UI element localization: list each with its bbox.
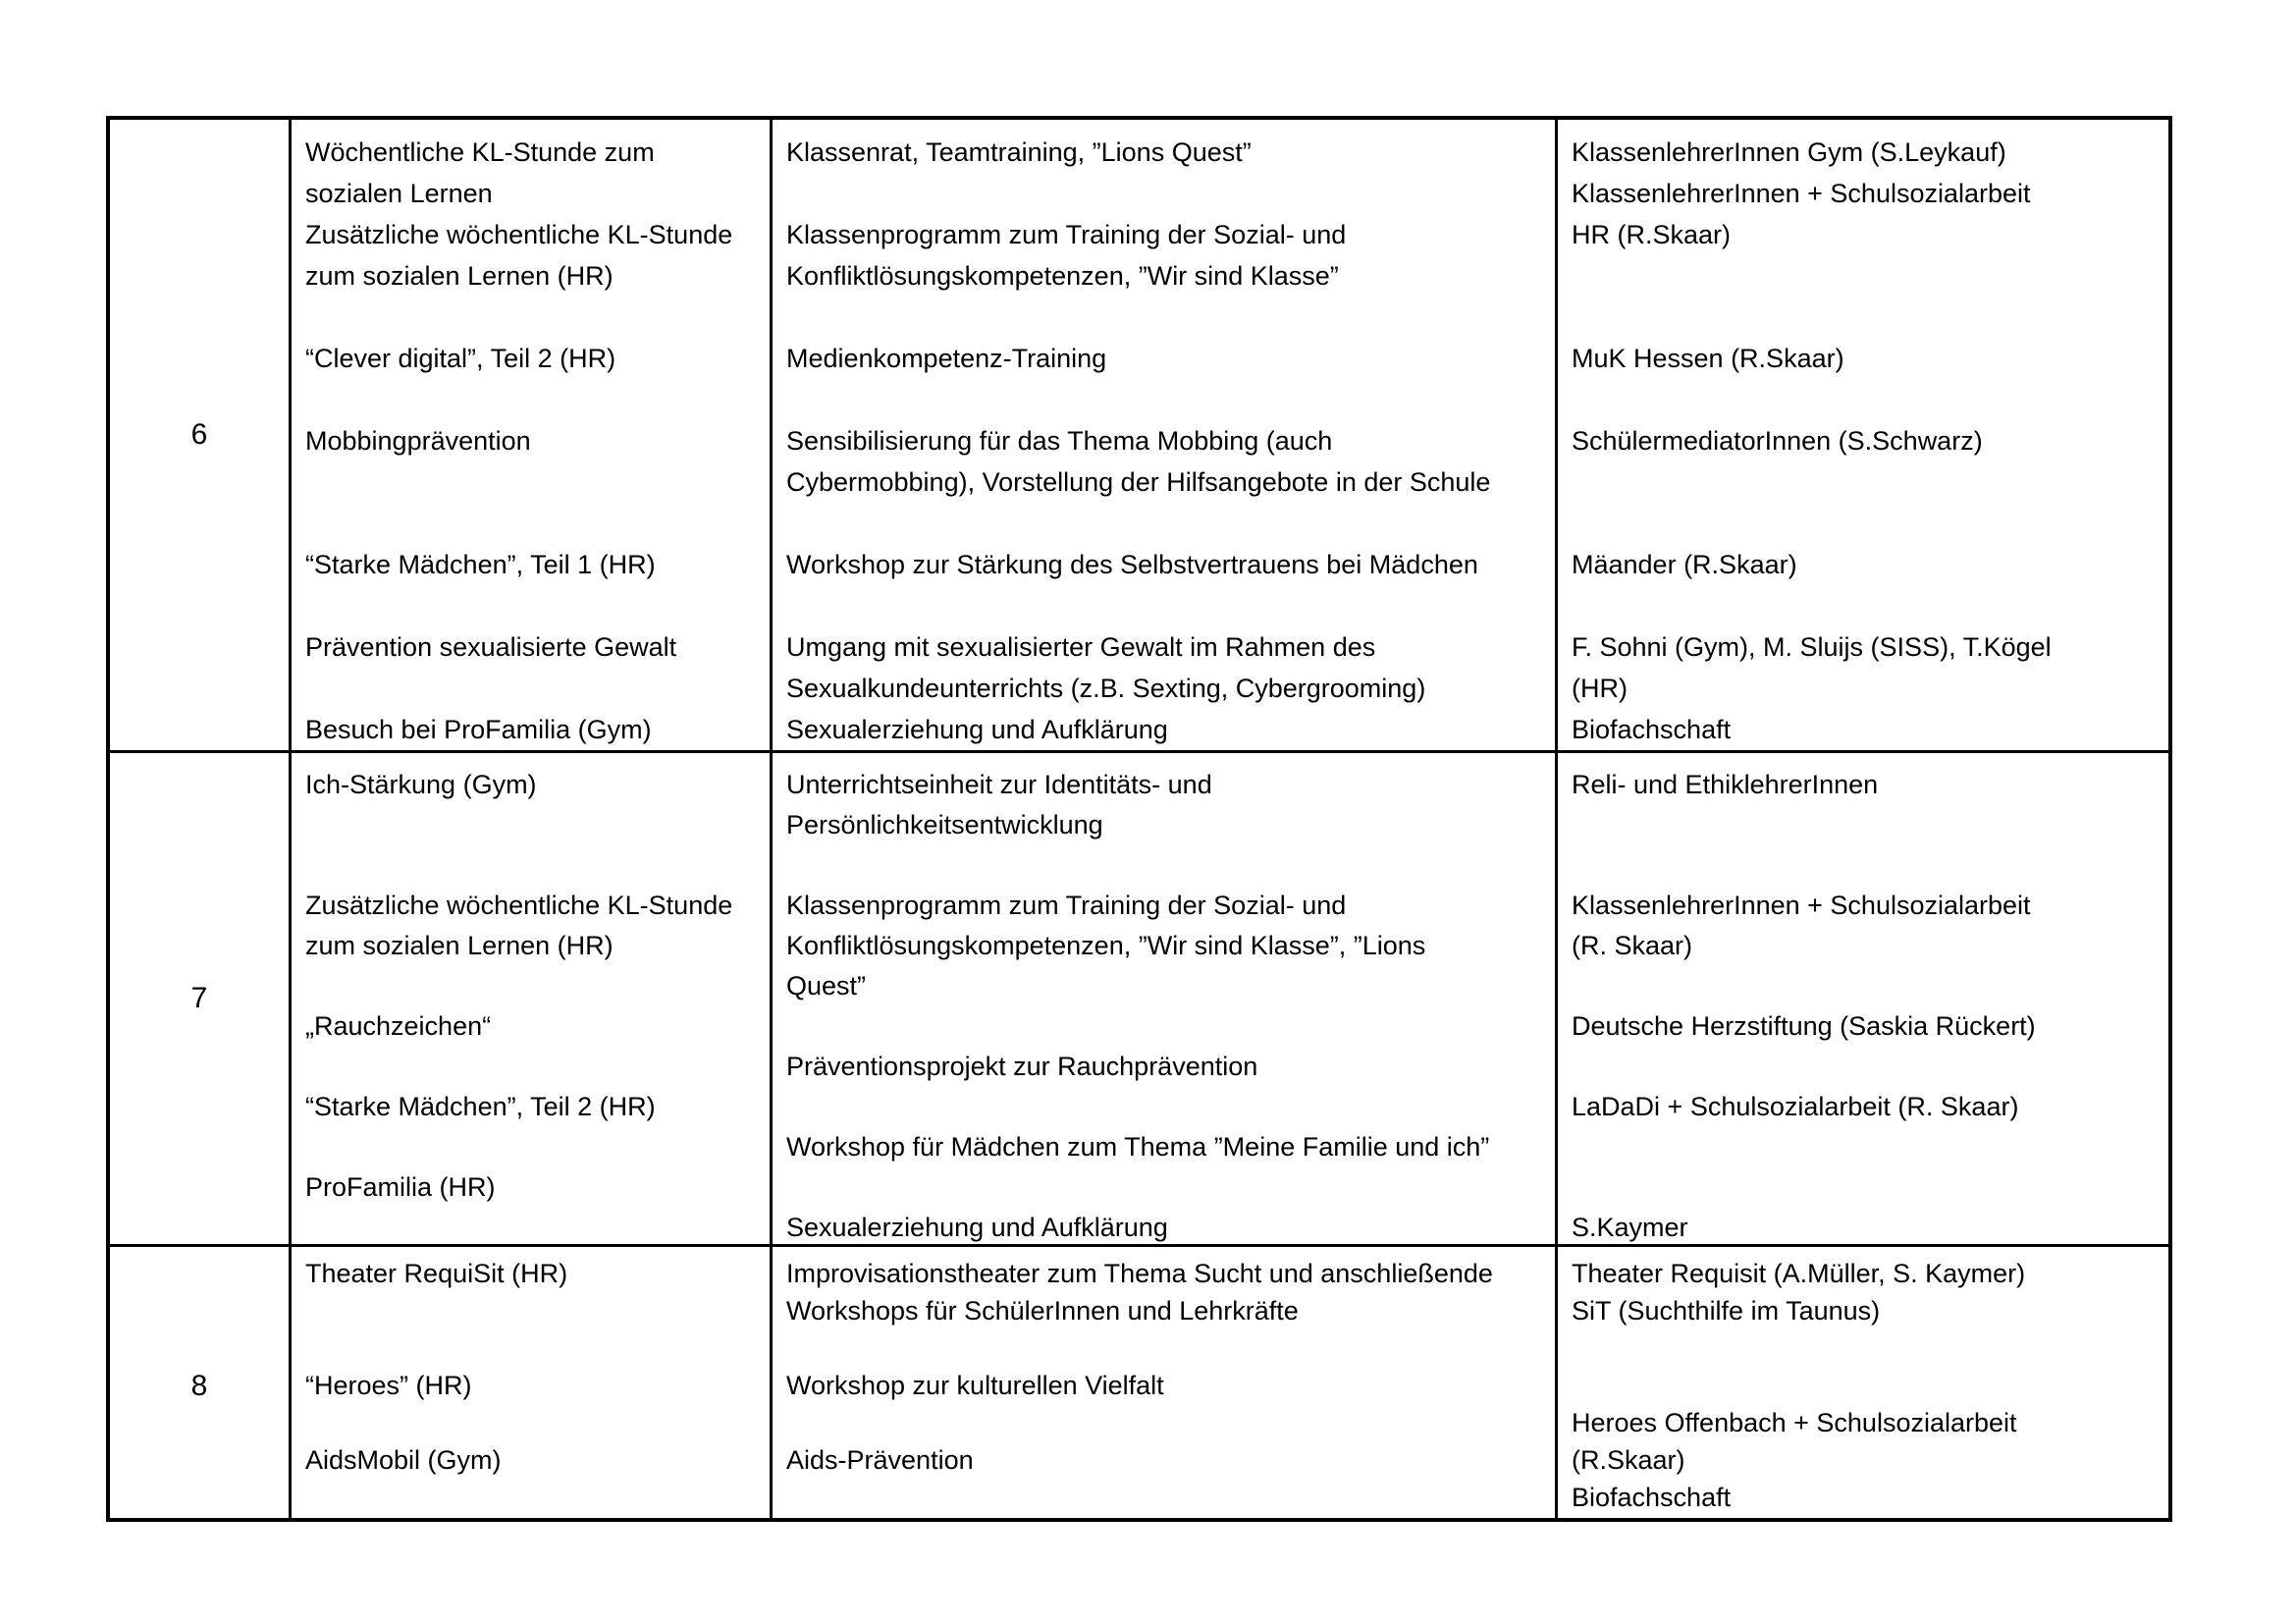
text-line: “Heroes” (HR) <box>305 1371 472 1400</box>
text-line <box>305 668 760 709</box>
text-line <box>305 845 760 886</box>
text-line: zum sozialen Lernen (HR) <box>305 931 614 960</box>
text-line: (R.Skaar) <box>1572 1445 1685 1475</box>
text-line: KlassenlehrerInnen + Schulsozialarbeit <box>1572 179 2031 208</box>
text-line: Umgang mit sexualisierter Gewalt im Rahmen des <box>786 632 1376 662</box>
grade-7-descriptions-cell <box>773 753 1558 1247</box>
text-line: „Rauchzeichen“ <box>305 1011 492 1041</box>
text-line: S.Kaymer <box>1572 1213 1688 1242</box>
grade-6-descriptions-cell <box>773 120 1558 753</box>
text-line: SiT (Suchthilfe im Taunus) <box>1572 1296 1881 1326</box>
grade-8-programs-cell <box>292 1247 773 1518</box>
text-line: Aids-Prävention <box>786 1445 974 1475</box>
text-line: Theater RequiSit (HR) <box>305 1259 568 1288</box>
text-line: Heroes Offenbach + Schulsozialarbeit <box>1572 1408 2017 1437</box>
text-line <box>786 1479 1545 1516</box>
text-line <box>1572 1329 2159 1367</box>
text-line: KlassenlehrerInnen + Schulsozialarbeit <box>1572 891 2031 920</box>
text-line: Wöchentliche KL-Stunde zum <box>305 137 655 167</box>
text-line <box>305 1127 760 1167</box>
text-line <box>1572 1047 2159 1087</box>
text-line <box>786 1404 1545 1441</box>
text-line <box>1572 379 2159 420</box>
grade-8-cell <box>110 1247 292 1518</box>
text-line: Workshop zur Stärkung des Selbstvertrauens bei Mädchen <box>786 550 1478 579</box>
grade-7-cell <box>110 753 292 1247</box>
text-line: “Starke Mädchen”, Teil 2 (HR) <box>305 1092 656 1121</box>
text-line <box>305 297 760 338</box>
prevention-programs-table <box>106 116 2172 1522</box>
text-line <box>305 585 760 626</box>
text-line: Theater Requisit (A.Müller, S. Kaymer) <box>1572 1259 2026 1288</box>
grade-7-programs-cell <box>292 753 773 1247</box>
text-line: Medienkompetenz-Training <box>786 344 1107 373</box>
text-line <box>305 1047 760 1087</box>
text-line: Mäander (R.Skaar) <box>1572 550 1797 579</box>
text-line <box>1572 1167 2159 1208</box>
text-line <box>786 845 1545 886</box>
text-line <box>1572 1367 2159 1404</box>
text-line: zum sozialen Lernen (HR) <box>305 261 614 291</box>
text-line <box>305 379 760 420</box>
grade-8-label: 8 <box>190 1370 208 1402</box>
text-line <box>305 805 760 845</box>
text-line: Präventionsprojekt zur Rauchprävention <box>786 1052 1258 1081</box>
text-line <box>786 173 1545 214</box>
text-line: (R. Skaar) <box>1572 931 1693 960</box>
text-line <box>786 1006 1545 1047</box>
text-line: Sexualerziehung und Aufklärung <box>786 715 1168 744</box>
text-line: Besuch bei ProFamilia (Gym) <box>305 715 652 744</box>
text-line <box>1572 255 2159 297</box>
text-line <box>305 1329 760 1367</box>
grade-6-programs-cell <box>292 120 773 753</box>
text-line: sozialen Lernen <box>305 179 493 208</box>
text-line: Sexualkundeunterrichts (z.B. Sexting, Cybergrooming) <box>786 674 1426 703</box>
text-line: AidsMobil (Gym) <box>305 1445 502 1475</box>
text-line: Improvisationstheater zum Thema Sucht und anschließende <box>786 1259 1493 1288</box>
text-line: SchülermediatorInnen (S.Schwarz) <box>1572 426 1983 456</box>
text-line: (HR) <box>1572 674 1628 703</box>
text-line <box>305 1208 760 1247</box>
text-line: Deutsche Herzstiftung (Saskia Rückert) <box>1572 1011 2036 1041</box>
text-line <box>1572 297 2159 338</box>
grade-8-responsible-cell <box>1558 1247 2168 1518</box>
text-line <box>1572 845 2159 886</box>
text-line: LaDaDi + Schulsozialarbeit (R. Skaar) <box>1572 1092 2019 1121</box>
text-line <box>786 503 1545 544</box>
text-line: Persönlichkeitsentwicklung <box>786 810 1103 839</box>
text-line <box>1572 966 2159 1006</box>
text-line <box>1572 585 2159 626</box>
text-line: “Clever digital”, Teil 2 (HR) <box>305 344 616 373</box>
text-line: Workshop zur kulturellen Vielfalt <box>786 1371 1164 1400</box>
text-line: Prävention sexualisierte Gewalt <box>305 632 677 662</box>
text-line <box>786 1329 1545 1367</box>
grade-7-label: 7 <box>190 982 208 1014</box>
text-line <box>786 1087 1545 1127</box>
grade-6-responsible-cell <box>1558 120 2168 753</box>
grade-8-descriptions-cell <box>773 1247 1558 1518</box>
text-line: Konfliktlösungskompetenzen, ”Wir sind Klasse”, ”Lions <box>786 931 1426 960</box>
text-line: Zusätzliche wöchentliche KL-Stunde <box>305 220 733 249</box>
text-line: KlassenlehrerInnen Gym (S.Leykauf) <box>1572 137 2006 167</box>
text-line: Klassenprogramm zum Training der Sozial- und <box>786 220 1347 249</box>
text-line: Zusätzliche wöchentliche KL-Stunde <box>305 891 733 920</box>
text-line: Cybermobbing), Vorstellung der Hilfsangebote in der Schule <box>786 467 1491 497</box>
text-line <box>1572 805 2159 845</box>
text-line <box>786 379 1545 420</box>
text-line <box>1572 461 2159 503</box>
text-line: HR (R.Skaar) <box>1572 220 1732 249</box>
grade-6-label: 6 <box>190 418 208 451</box>
text-line <box>305 461 760 503</box>
text-line: Quest” <box>786 971 867 1001</box>
text-line <box>305 1292 760 1329</box>
text-line: Biofachschaft <box>1572 1483 1732 1512</box>
text-line: Workshops für SchülerInnen und Lehrkräfte <box>786 1296 1299 1326</box>
text-line <box>786 585 1545 626</box>
text-line <box>786 297 1545 338</box>
text-line <box>305 1479 760 1516</box>
text-line <box>305 966 760 1006</box>
text-line: Sensibilisierung für das Thema Mobbing (auch <box>786 426 1333 456</box>
text-line <box>1572 1127 2159 1167</box>
text-line: F. Sohni (Gym), M. Sluijs (SISS), T.Kögel <box>1572 632 2052 662</box>
text-line: “Starke Mädchen”, Teil 1 (HR) <box>305 550 656 579</box>
text-line <box>786 1167 1545 1208</box>
text-line: MuK Hessen (R.Skaar) <box>1572 344 1844 373</box>
text-line: Klassenrat, Teamtraining, ”Lions Quest” <box>786 137 1252 167</box>
text-line: Klassenprogramm zum Training der Sozial- und <box>786 891 1347 920</box>
text-line: ProFamilia (HR) <box>305 1172 496 1202</box>
text-line: Mobbingprävention <box>305 426 531 456</box>
text-line: Biofachschaft <box>1572 715 1732 744</box>
grade-7-responsible-cell <box>1558 753 2168 1247</box>
text-line: Ich-Stärkung (Gym) <box>305 770 537 799</box>
text-line: Workshop für Mädchen zum Thema ”Meine Familie und ich” <box>786 1132 1490 1162</box>
text-line <box>305 503 760 544</box>
grade-6-cell <box>110 120 292 753</box>
text-line <box>305 1404 760 1441</box>
text-line <box>1572 503 2159 544</box>
text-line: Reli- und EthiklehrerInnen <box>1572 770 1879 799</box>
text-line: Sexualerziehung und Aufklärung <box>786 1213 1168 1242</box>
text-line: Konfliktlösungskompetenzen, ”Wir sind Klasse” <box>786 261 1339 291</box>
text-line: Unterrichtseinheit zur Identitäts- und <box>786 770 1212 799</box>
